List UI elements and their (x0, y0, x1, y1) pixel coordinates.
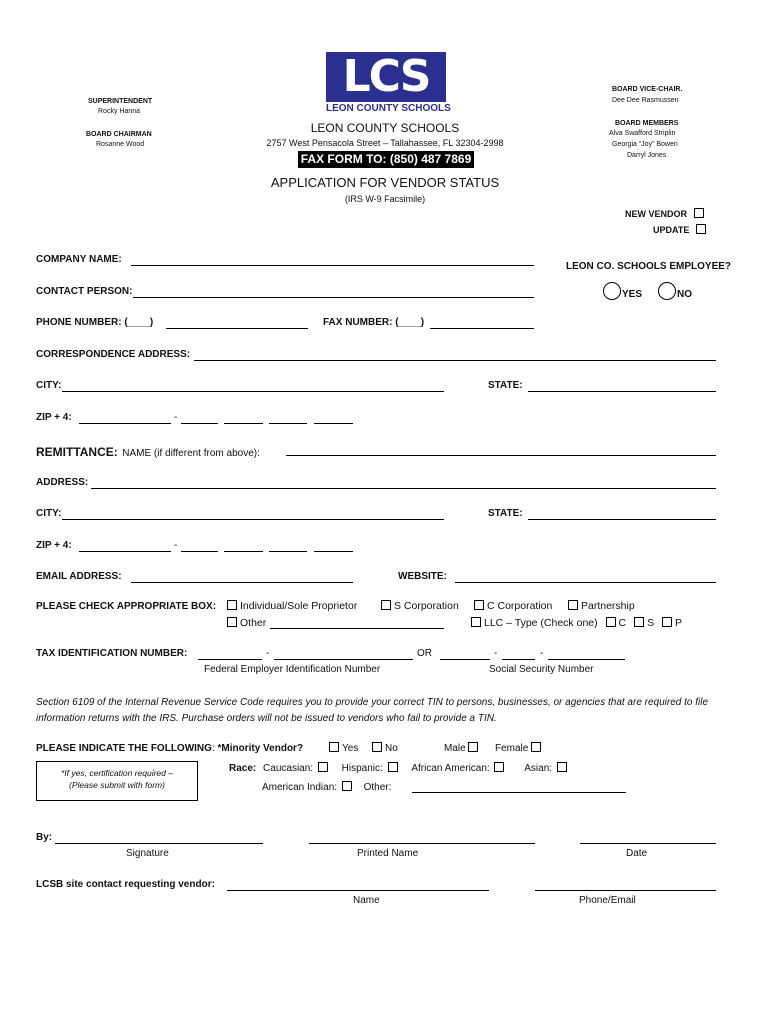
certification-note-1: *If yes, certification required – (61, 768, 173, 778)
email-label: EMAIL ADDRESS: (36, 571, 122, 582)
caucasian-checkbox[interactable] (318, 762, 328, 772)
llc-checkbox[interactable] (471, 617, 481, 627)
minority-no-label: No (385, 743, 398, 754)
ssn-dash-1: - (494, 648, 498, 659)
partnership-option (568, 600, 635, 612)
superintendent-name: Rocky Hanna (98, 108, 141, 115)
llc-c-checkbox[interactable] (606, 617, 616, 627)
vice-chair-label: BOARD VICE-CHAIR. (612, 86, 683, 93)
tin-label: TAX IDENTIFICATION NUMBER: (36, 648, 188, 659)
remittance-label: REMITTANCE: (36, 445, 118, 459)
llc-c-label: C (618, 617, 627, 629)
indicate-label: PLEASE INDICATE THE FOLLOWING (36, 743, 212, 754)
employee-no-label: NO (677, 289, 692, 300)
fein-caption: Federal Employer Identification Number (204, 664, 381, 675)
llc-s-label: S (647, 617, 655, 629)
other-entity-checkbox[interactable] (227, 617, 237, 627)
hispanic-label: Hispanic: (341, 763, 383, 774)
fein-part-1[interactable] (198, 659, 262, 660)
minority-yes-option (329, 742, 358, 754)
site-contact-phone-field[interactable] (535, 890, 716, 891)
site-contact-name-field[interactable] (227, 890, 489, 891)
other-entity-option (227, 617, 266, 629)
remit-address-field[interactable] (91, 488, 716, 489)
remittance-name-field[interactable] (286, 455, 716, 456)
website-field[interactable] (455, 582, 716, 583)
zip-ext-2[interactable] (224, 423, 263, 424)
contact-person-field[interactable] (133, 297, 534, 298)
board-member-1: Alva Swafford Striplin (609, 130, 676, 137)
asian-label: Asian: (524, 763, 553, 774)
hispanic-checkbox[interactable] (388, 762, 398, 772)
remit-zip-field[interactable] (79, 551, 171, 552)
remit-state-field[interactable] (528, 519, 716, 520)
fein-dash: - (266, 648, 270, 659)
correspondence-label: CORRESPONDENCE ADDRESS: (36, 349, 191, 360)
zip-ext-4[interactable] (314, 423, 353, 424)
employee-yes-radio[interactable] (603, 282, 621, 300)
city-field[interactable] (62, 391, 444, 392)
correspondence-field[interactable] (194, 360, 716, 361)
african-american-label: African American: (411, 763, 490, 774)
llc-label: LLC – Type (Check one) (484, 617, 598, 629)
zip-ext-3[interactable] (269, 423, 307, 424)
remittance-heading (36, 443, 260, 461)
remit-zip-dash: - (174, 540, 178, 551)
race-other-field[interactable] (412, 792, 626, 793)
race-row (229, 762, 570, 774)
minority-no-checkbox[interactable] (372, 742, 382, 752)
members-label: BOARD MEMBERS (615, 120, 679, 127)
male-checkbox[interactable] (468, 742, 478, 752)
minority-yes-checkbox[interactable] (329, 742, 339, 752)
c-corp-label: C Corporation (487, 600, 553, 612)
date-field[interactable] (580, 843, 716, 844)
state-field[interactable] (528, 391, 716, 392)
zip-dash: - (174, 412, 178, 423)
zip-label: ZIP + 4: (36, 412, 72, 423)
race-other-label: Other: (363, 782, 392, 793)
entity-type-label: PLEASE CHECK APPROPRIATE BOX: (36, 601, 217, 612)
company-name-label: COMPANY NAME: (36, 254, 122, 265)
male-option (444, 742, 481, 754)
individual-label: Individual/Sole Proprietor (240, 600, 358, 612)
s-corp-checkbox[interactable] (381, 600, 391, 610)
remit-city-label: CITY: (36, 508, 62, 519)
name-caption: Name (353, 895, 380, 906)
llc-option (471, 617, 682, 629)
employee-yes-label: YES (622, 289, 643, 300)
state-label: STATE: (488, 380, 523, 391)
new-vendor-label: NEW VENDOR (625, 209, 688, 219)
s-corp-label: S Corporation (394, 600, 459, 612)
signature-field[interactable] (55, 843, 263, 844)
vice-chair-name: Dee Dee Rasmussen (612, 97, 679, 104)
remit-zip-label: ZIP + 4: (36, 540, 72, 551)
website-label: WEBSITE: (398, 571, 447, 582)
tin-or: OR (417, 648, 432, 659)
other-entity-label: Other (240, 617, 267, 629)
city-label: CITY: (36, 380, 62, 391)
ssn-part-1[interactable] (440, 659, 490, 660)
individual-option (227, 600, 357, 612)
other-entity-field[interactable] (270, 628, 444, 629)
female-checkbox[interactable] (531, 742, 541, 752)
fax-number-label: FAX NUMBER: (____) (323, 317, 425, 328)
email-field[interactable] (131, 582, 353, 583)
zip-ext-1[interactable] (181, 423, 218, 424)
org-address: 2757 West Pensacola Street – Tallahassee, FL 32304-2998 (266, 138, 504, 148)
lcs-logo (326, 51, 451, 116)
update-option (653, 224, 709, 235)
board-member-2: Georgia “Joy” Bowen (612, 141, 678, 148)
page-title: APPLICATION FOR VENDOR STATUS (270, 175, 500, 190)
new-vendor-option (625, 208, 707, 219)
remit-zip-ext-4[interactable] (314, 551, 353, 552)
individual-checkbox[interactable] (227, 600, 237, 610)
update-checkbox[interactable] (696, 224, 706, 234)
tin-notice: Section 6109 of the Internal Revenue Service Code requires you to provide your correct TIN to persons, businesses, or agencies that are required to file information returns with the IRS. Purchase orders will not be issued to vendors who fail to provide a TIN. (36, 697, 709, 724)
partnership-label: Partnership (581, 600, 635, 612)
superintendent-label: SUPERINTENDENT (88, 98, 153, 105)
remit-state-label: STATE: (488, 508, 523, 519)
certification-note-2: (Please submit with form) (69, 780, 165, 790)
llc-s-checkbox[interactable] (634, 617, 644, 627)
signature-caption: Signature (126, 848, 169, 859)
company-name-field[interactable] (131, 265, 534, 266)
employee-no-radio[interactable] (658, 282, 676, 300)
s-corp-option (381, 600, 459, 612)
logo-subtext: LEON COUNTY SCHOOLS (326, 103, 451, 114)
chairman-label: BOARD CHAIRMAN (86, 131, 152, 138)
fax-banner: FAX FORM TO: (850) 487 7869 (298, 151, 474, 168)
employee-question: LEON CO. SCHOOLS EMPLOYEE? (566, 261, 732, 272)
race-row-2 (262, 781, 391, 793)
male-label: Male (444, 743, 466, 754)
certification-note-box (36, 761, 198, 801)
fax-number-field[interactable] (430, 328, 534, 329)
ssn-caption: Social Security Number (489, 664, 594, 675)
minority-yes-label: Yes (342, 743, 359, 754)
phone-email-caption: Phone/Email (579, 895, 636, 906)
female-label: Female (495, 743, 529, 754)
ssn-part-3[interactable] (548, 659, 625, 660)
update-label: UPDATE (653, 225, 690, 235)
c-corp-checkbox[interactable] (474, 600, 484, 610)
remit-zip-ext-2[interactable] (224, 551, 263, 552)
minority-question: *Minority Vendor? (217, 743, 304, 754)
remit-address-label: ADDRESS: (36, 477, 89, 488)
c-corp-option (474, 600, 552, 612)
remit-zip-ext-3[interactable] (269, 551, 307, 552)
contact-person-label: CONTACT PERSON: (36, 286, 133, 297)
logo-lettering: LCS (342, 51, 430, 102)
by-label: By: (36, 832, 53, 843)
board-member-3: Darryl Jones (627, 152, 667, 159)
remit-zip-ext-1[interactable] (181, 551, 218, 552)
site-contact-label: LCSB site contact requesting vendor: (36, 879, 215, 890)
phone-number-label: PHONE NUMBER: (____) (36, 317, 154, 328)
org-name: LEON COUNTY SCHOOLS (310, 121, 460, 135)
chairman-name: Rosanne Wood (96, 141, 145, 148)
new-vendor-checkbox[interactable] (694, 208, 704, 218)
asian-checkbox[interactable] (557, 762, 567, 772)
remittance-name-label: NAME (if different from above): (122, 448, 260, 459)
ssn-part-2[interactable] (502, 659, 535, 660)
caucasian-label: Caucasian: (263, 763, 314, 774)
minority-no-option (372, 742, 398, 754)
fein-part-2[interactable] (274, 659, 413, 660)
american-indian-label: American Indian: (262, 782, 338, 793)
race-label: Race: (229, 763, 257, 774)
date-caption: Date (626, 848, 648, 859)
phone-number-field[interactable] (166, 328, 308, 329)
remit-city-field[interactable] (62, 519, 444, 520)
zip-field[interactable] (79, 423, 171, 424)
llc-p-label: P (675, 617, 683, 629)
african-american-checkbox[interactable] (494, 762, 504, 772)
page-subtitle: (IRS W-9 Facsimile) (344, 194, 426, 204)
llc-p-checkbox[interactable] (662, 617, 672, 627)
female-option (495, 742, 544, 754)
printed-name-field[interactable] (309, 843, 535, 844)
printed-name-caption: Printed Name (357, 848, 419, 859)
partnership-checkbox[interactable] (568, 600, 578, 610)
american-indian-checkbox[interactable] (342, 781, 352, 791)
ssn-dash-2: - (540, 648, 544, 659)
minority-row: PLEASE INDICATE THE FOLLOWING: *Minority Vendor? (36, 743, 304, 754)
